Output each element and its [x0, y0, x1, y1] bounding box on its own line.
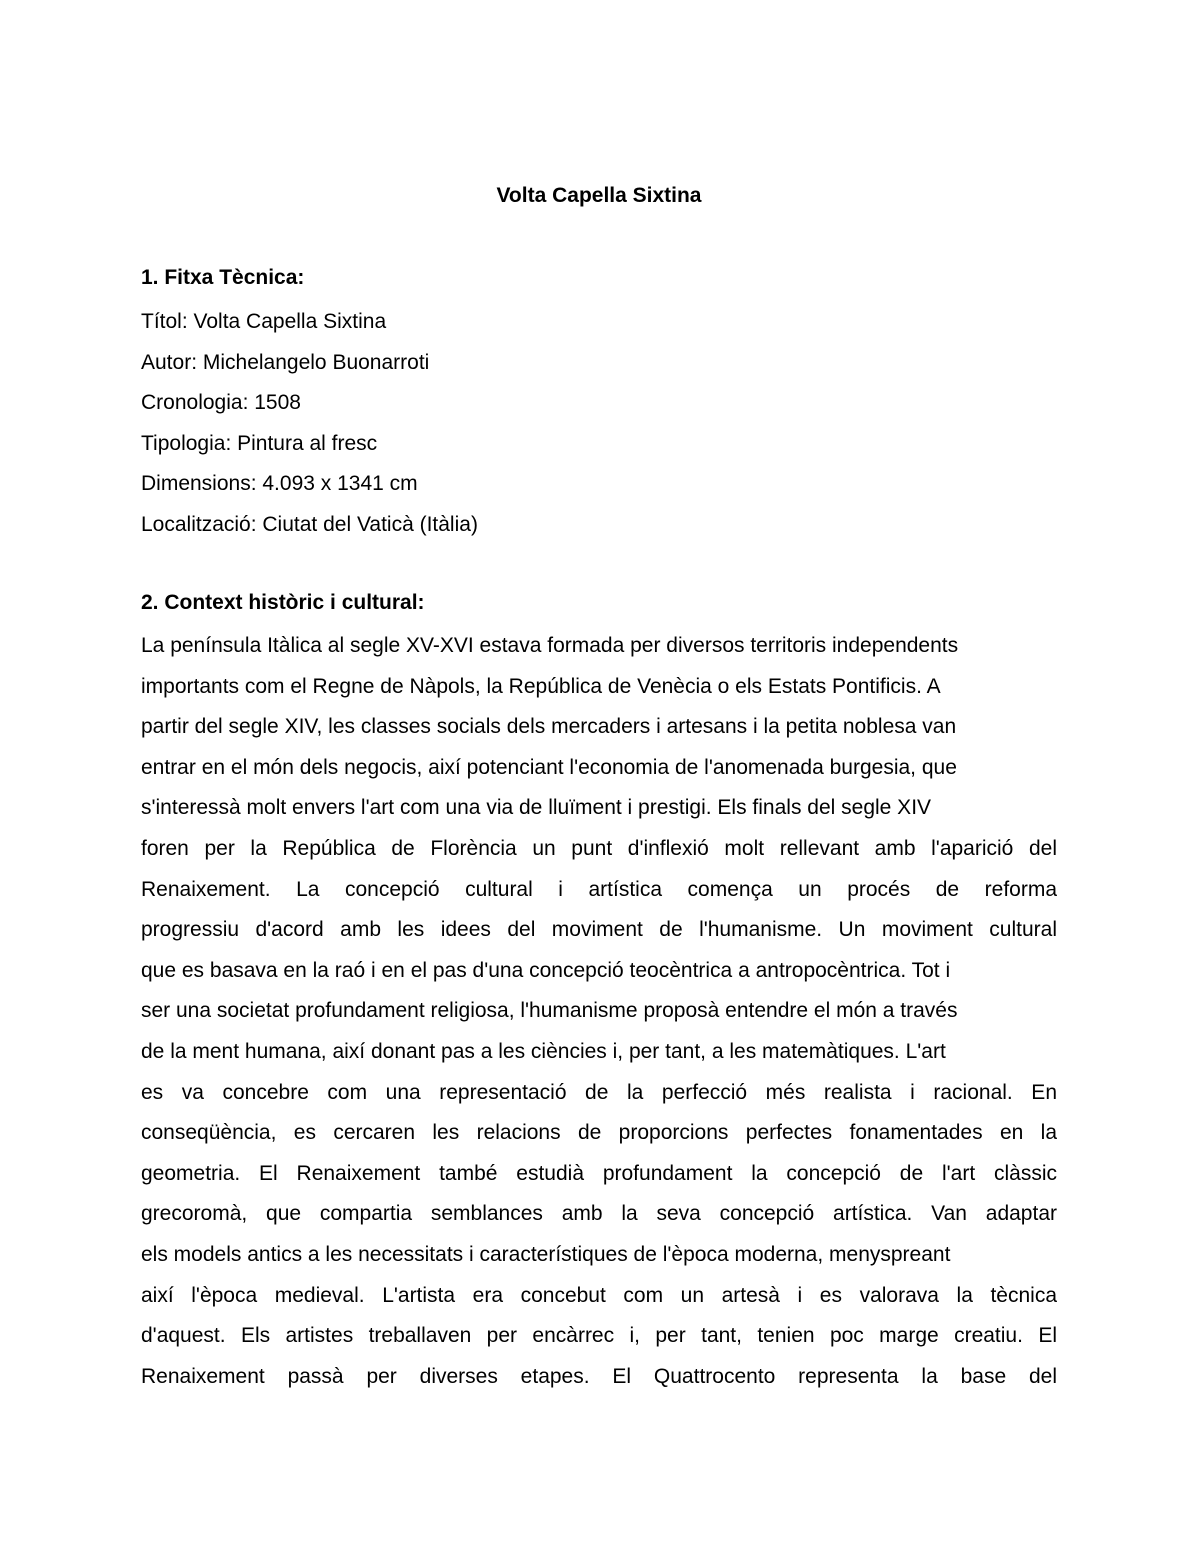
paragraph-line: La península Itàlica al segle XV-XVI estava formada per diversos territoris independents	[141, 634, 959, 657]
paragraph-line: entrar en el món dels negocis, així potenciant l'economia de l'anomenada burgesia, que	[141, 755, 957, 779]
document-page	[141, 0, 1057, 1553]
paragraph-line: es va concebre com una representació de la perfecció més realista i racional. En	[141, 1080, 1057, 1104]
technical-sheet-list	[141, 302, 478, 546]
paragraph-line: d'aquest. Els artistes treballaven per encàrrec i, per tant, tenien poc marge creatiu. El	[141, 1324, 1057, 1348]
paragraph-line: partir del segle XIV, les classes socials dels mercaders i artesans i la petita noblesa van	[141, 715, 957, 739]
sheet-item-dimensions: Dimensions: 4.093 x 1341 cm	[141, 472, 418, 496]
paragraph-line: els models antics a les necessitats i característiques de l'època moderna, menyspreant	[141, 1242, 951, 1266]
paragraph-line: s'interessà molt envers l'art com una via de lluïment i prestigi. Els finals del segle XIV	[141, 796, 932, 820]
paragraph-line: geometria. El Renaixement també estudià profundament la concepció de l'art clàssic	[141, 1161, 1057, 1185]
paragraph-line: grecoromà, que compartia semblances amb la seva concepció artística. Van adaptar	[141, 1202, 1057, 1226]
paragraph-line: que es basava en la raó i en el pas d'una concepció teocèntrica a antropocèntrica. Tot i	[141, 958, 951, 982]
paragraph-line: foren per la República de Florència un punt d'inflexió molt rellevant amb l'aparició del	[141, 836, 1057, 860]
sheet-item-author: Autor: Michelangelo Buonarroti	[141, 350, 430, 374]
sheet-item-chronology: Cronologia: 1508	[141, 391, 301, 415]
paragraph-line: conseqüència, es cercaren les relacions de proporcions perfectes fonamentades en la	[141, 1121, 1057, 1145]
section-heading-technical-sheet: 1. Fitxa Tècnica:	[141, 266, 305, 289]
sheet-item-location: Localització: Ciutat del Vaticà (Itàlia)	[141, 512, 478, 536]
historical-context-paragraph	[141, 626, 1057, 1397]
paragraph-line: Renaixement. La concepció cultural i artística comença un procés de reforma	[141, 877, 1057, 901]
paragraph-line: ser una societat profundament religiosa, l'humanisme proposà entendre el món a través	[141, 999, 958, 1023]
section-heading-historical-context: 2. Context històric i cultural:	[141, 591, 425, 614]
sheet-item-typology: Tipologia: Pintura al fresc	[141, 431, 378, 455]
document-title: Volta Capella Sixtina	[496, 184, 702, 207]
paragraph-line: importants com el Regne de Nàpols, la República de Venècia o els Estats Pontificis. A	[141, 674, 941, 698]
sheet-item-title: Títol: Volta Capella Sixtina	[141, 310, 387, 333]
paragraph-line: Renaixement passà per diverses etapes. El Quattrocento representa la base del	[141, 1364, 1057, 1388]
paragraph-line: de la ment humana, així donant pas a les ciències i, per tant, a les matemàtiques. L'art	[141, 1039, 946, 1063]
paragraph-line: així l'època medieval. L'artista era concebut com un artesà i es valorava la tècnica	[141, 1283, 1057, 1307]
paragraph-line: progressiu d'acord amb les idees del moviment de l'humanisme. Un moviment cultural	[141, 918, 1057, 942]
